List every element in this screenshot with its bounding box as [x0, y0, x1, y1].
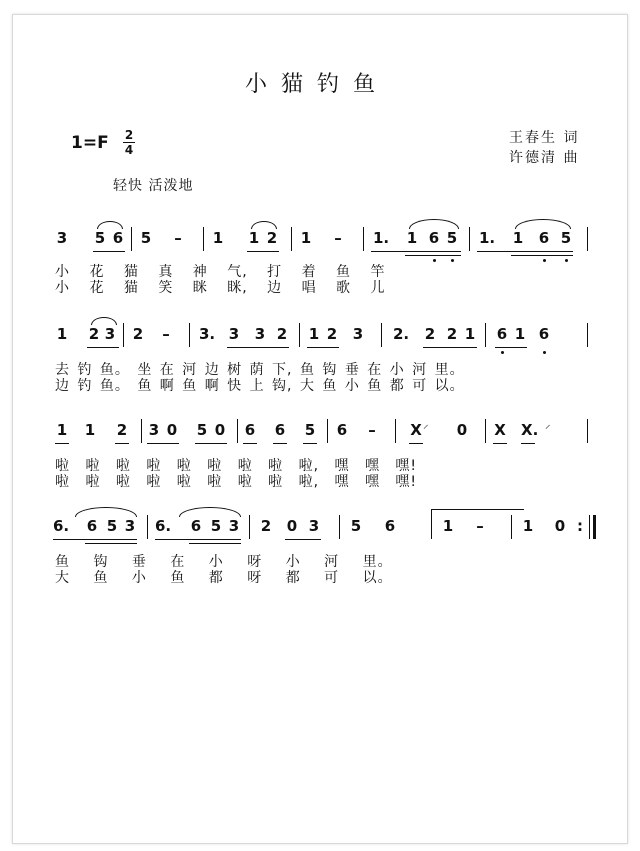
- note: 6: [384, 517, 396, 535]
- note: 1: [212, 229, 224, 247]
- barline: [339, 515, 340, 539]
- repeat-sign: :: [577, 517, 583, 535]
- note: 3: [228, 517, 240, 535]
- note: 1: [522, 517, 534, 535]
- dash: –: [476, 517, 484, 535]
- key-signature: 1=F: [71, 133, 109, 153]
- dash: –: [162, 325, 170, 343]
- note: 1: [56, 421, 68, 439]
- lyrics-verse-2: 啦 啦 啦 啦 啦 啦 啦 啦 啦, 嘿 嘿 嘿!: [55, 474, 418, 490]
- lyrics-verse-2: 大 鱼 小 鱼 都 呀 都 可 以。: [55, 570, 393, 586]
- note: 6: [336, 421, 348, 439]
- lyrics-verse-2: 边 钓 鱼。 鱼 啊 鱼 啊 快 上 钩, 大 鱼 小 鱼 都 可 以。: [55, 378, 465, 394]
- note: 5: [140, 229, 152, 247]
- accent-icon: ⸝: [545, 418, 551, 431]
- lyrics-verse-1: 小 花 猫 真 神 气, 打 着 鱼 竿: [55, 264, 386, 280]
- note: 6: [274, 421, 286, 439]
- score-row-4: [13, 509, 627, 549]
- note: 5: [106, 517, 118, 535]
- note: 6: [538, 229, 550, 247]
- note: 2.: [393, 325, 410, 343]
- rest: 0: [166, 421, 178, 439]
- note: 1.: [373, 229, 390, 247]
- note: 5: [196, 421, 208, 439]
- composer-credit: 许德清 曲: [509, 150, 580, 166]
- lyricist-credit: 王春生 词: [509, 130, 580, 146]
- note: 3: [56, 229, 68, 247]
- note: 3: [308, 517, 320, 535]
- barline: [249, 515, 250, 539]
- note: X: [410, 421, 422, 439]
- tempo-marking: 轻快 活泼地: [113, 178, 194, 194]
- score-sheet: [12, 14, 628, 844]
- barline: [363, 227, 364, 251]
- song-title: 小猫钓鱼: [245, 72, 390, 97]
- barline: [237, 419, 238, 443]
- note: 1.: [479, 229, 496, 247]
- dash: –: [334, 229, 342, 247]
- note: 5: [446, 229, 458, 247]
- barline: [327, 419, 328, 443]
- lyrics-verse-1: 啦 啦 啦 啦 啦 啦 啦 啦 啦, 嘿 嘿 嘿!: [55, 458, 418, 474]
- note: X: [494, 421, 506, 439]
- note: 1: [300, 229, 312, 247]
- note: 6.: [155, 517, 172, 535]
- note: 3: [228, 325, 240, 343]
- barline: [299, 323, 300, 347]
- rest: 0: [554, 517, 566, 535]
- note: 6: [244, 421, 256, 439]
- note: 2: [326, 325, 338, 343]
- final-barline-thin: [589, 515, 590, 539]
- note: 1: [406, 229, 418, 247]
- barline: [291, 227, 292, 251]
- final-barline-thick: [593, 515, 596, 539]
- note: 1: [84, 421, 96, 439]
- note: 3: [124, 517, 136, 535]
- barline: [131, 227, 132, 251]
- rest: 0: [456, 421, 468, 439]
- rest: 0: [214, 421, 226, 439]
- note: 5: [560, 229, 572, 247]
- barline: [141, 419, 142, 443]
- note: 6: [496, 325, 508, 343]
- barline: [395, 419, 396, 443]
- note: 2: [260, 517, 272, 535]
- note: 5: [350, 517, 362, 535]
- barline: [587, 227, 588, 251]
- barline: [203, 227, 204, 251]
- time-signature: [123, 129, 135, 156]
- note: 1: [56, 325, 68, 343]
- note: 3: [254, 325, 266, 343]
- barline: [381, 323, 382, 347]
- note: 6: [428, 229, 440, 247]
- note: 2: [116, 421, 128, 439]
- note: 6: [190, 517, 202, 535]
- note: 1: [442, 517, 454, 535]
- note: 3: [148, 421, 160, 439]
- note: 1: [512, 229, 524, 247]
- note: 6: [112, 229, 124, 247]
- dash: –: [174, 229, 182, 247]
- note: 3: [104, 325, 116, 343]
- barline: [189, 323, 190, 347]
- time-signature-bottom: 4: [124, 143, 134, 157]
- barline: [469, 227, 470, 251]
- note: 3.: [199, 325, 216, 343]
- barline: [485, 419, 486, 443]
- note: 2: [276, 325, 288, 343]
- note: 2: [446, 325, 458, 343]
- score-row-3: [13, 413, 627, 453]
- rest: 0: [286, 517, 298, 535]
- note: 2: [266, 229, 278, 247]
- score-row-1: [13, 221, 627, 261]
- note: 3: [352, 325, 364, 343]
- lyrics-verse-1: 去 钓 鱼。 坐 在 河 边 树 荫 下, 鱼 钩 垂 在 小 河 里。: [55, 362, 465, 378]
- note: 5: [210, 517, 222, 535]
- dash: –: [368, 421, 376, 439]
- note: 2: [88, 325, 100, 343]
- barline: [147, 515, 148, 539]
- barline: [485, 323, 486, 347]
- note: 2: [132, 325, 144, 343]
- note: 5: [94, 229, 106, 247]
- note: X.: [521, 421, 539, 439]
- note: 6.: [53, 517, 70, 535]
- score-row-2: [13, 317, 627, 357]
- note: 6: [538, 325, 550, 343]
- note: 2: [424, 325, 436, 343]
- time-signature-top: 2: [124, 128, 134, 142]
- note: 5: [304, 421, 316, 439]
- note: 1: [308, 325, 320, 343]
- note: 1: [248, 229, 260, 247]
- note: 1: [514, 325, 526, 343]
- accent-icon: ⸝: [423, 418, 429, 431]
- lyrics-verse-1: 鱼 钩 垂 在 小 呀 小 河 里。: [55, 554, 393, 570]
- barline: [511, 515, 512, 539]
- barline: [587, 323, 588, 347]
- note: 1: [464, 325, 476, 343]
- note: 6: [86, 517, 98, 535]
- barline: [587, 419, 588, 443]
- barline: [123, 323, 124, 347]
- lyrics-verse-2: 小 花 猫 笑 眯 眯, 边 唱 歌 儿: [55, 280, 386, 296]
